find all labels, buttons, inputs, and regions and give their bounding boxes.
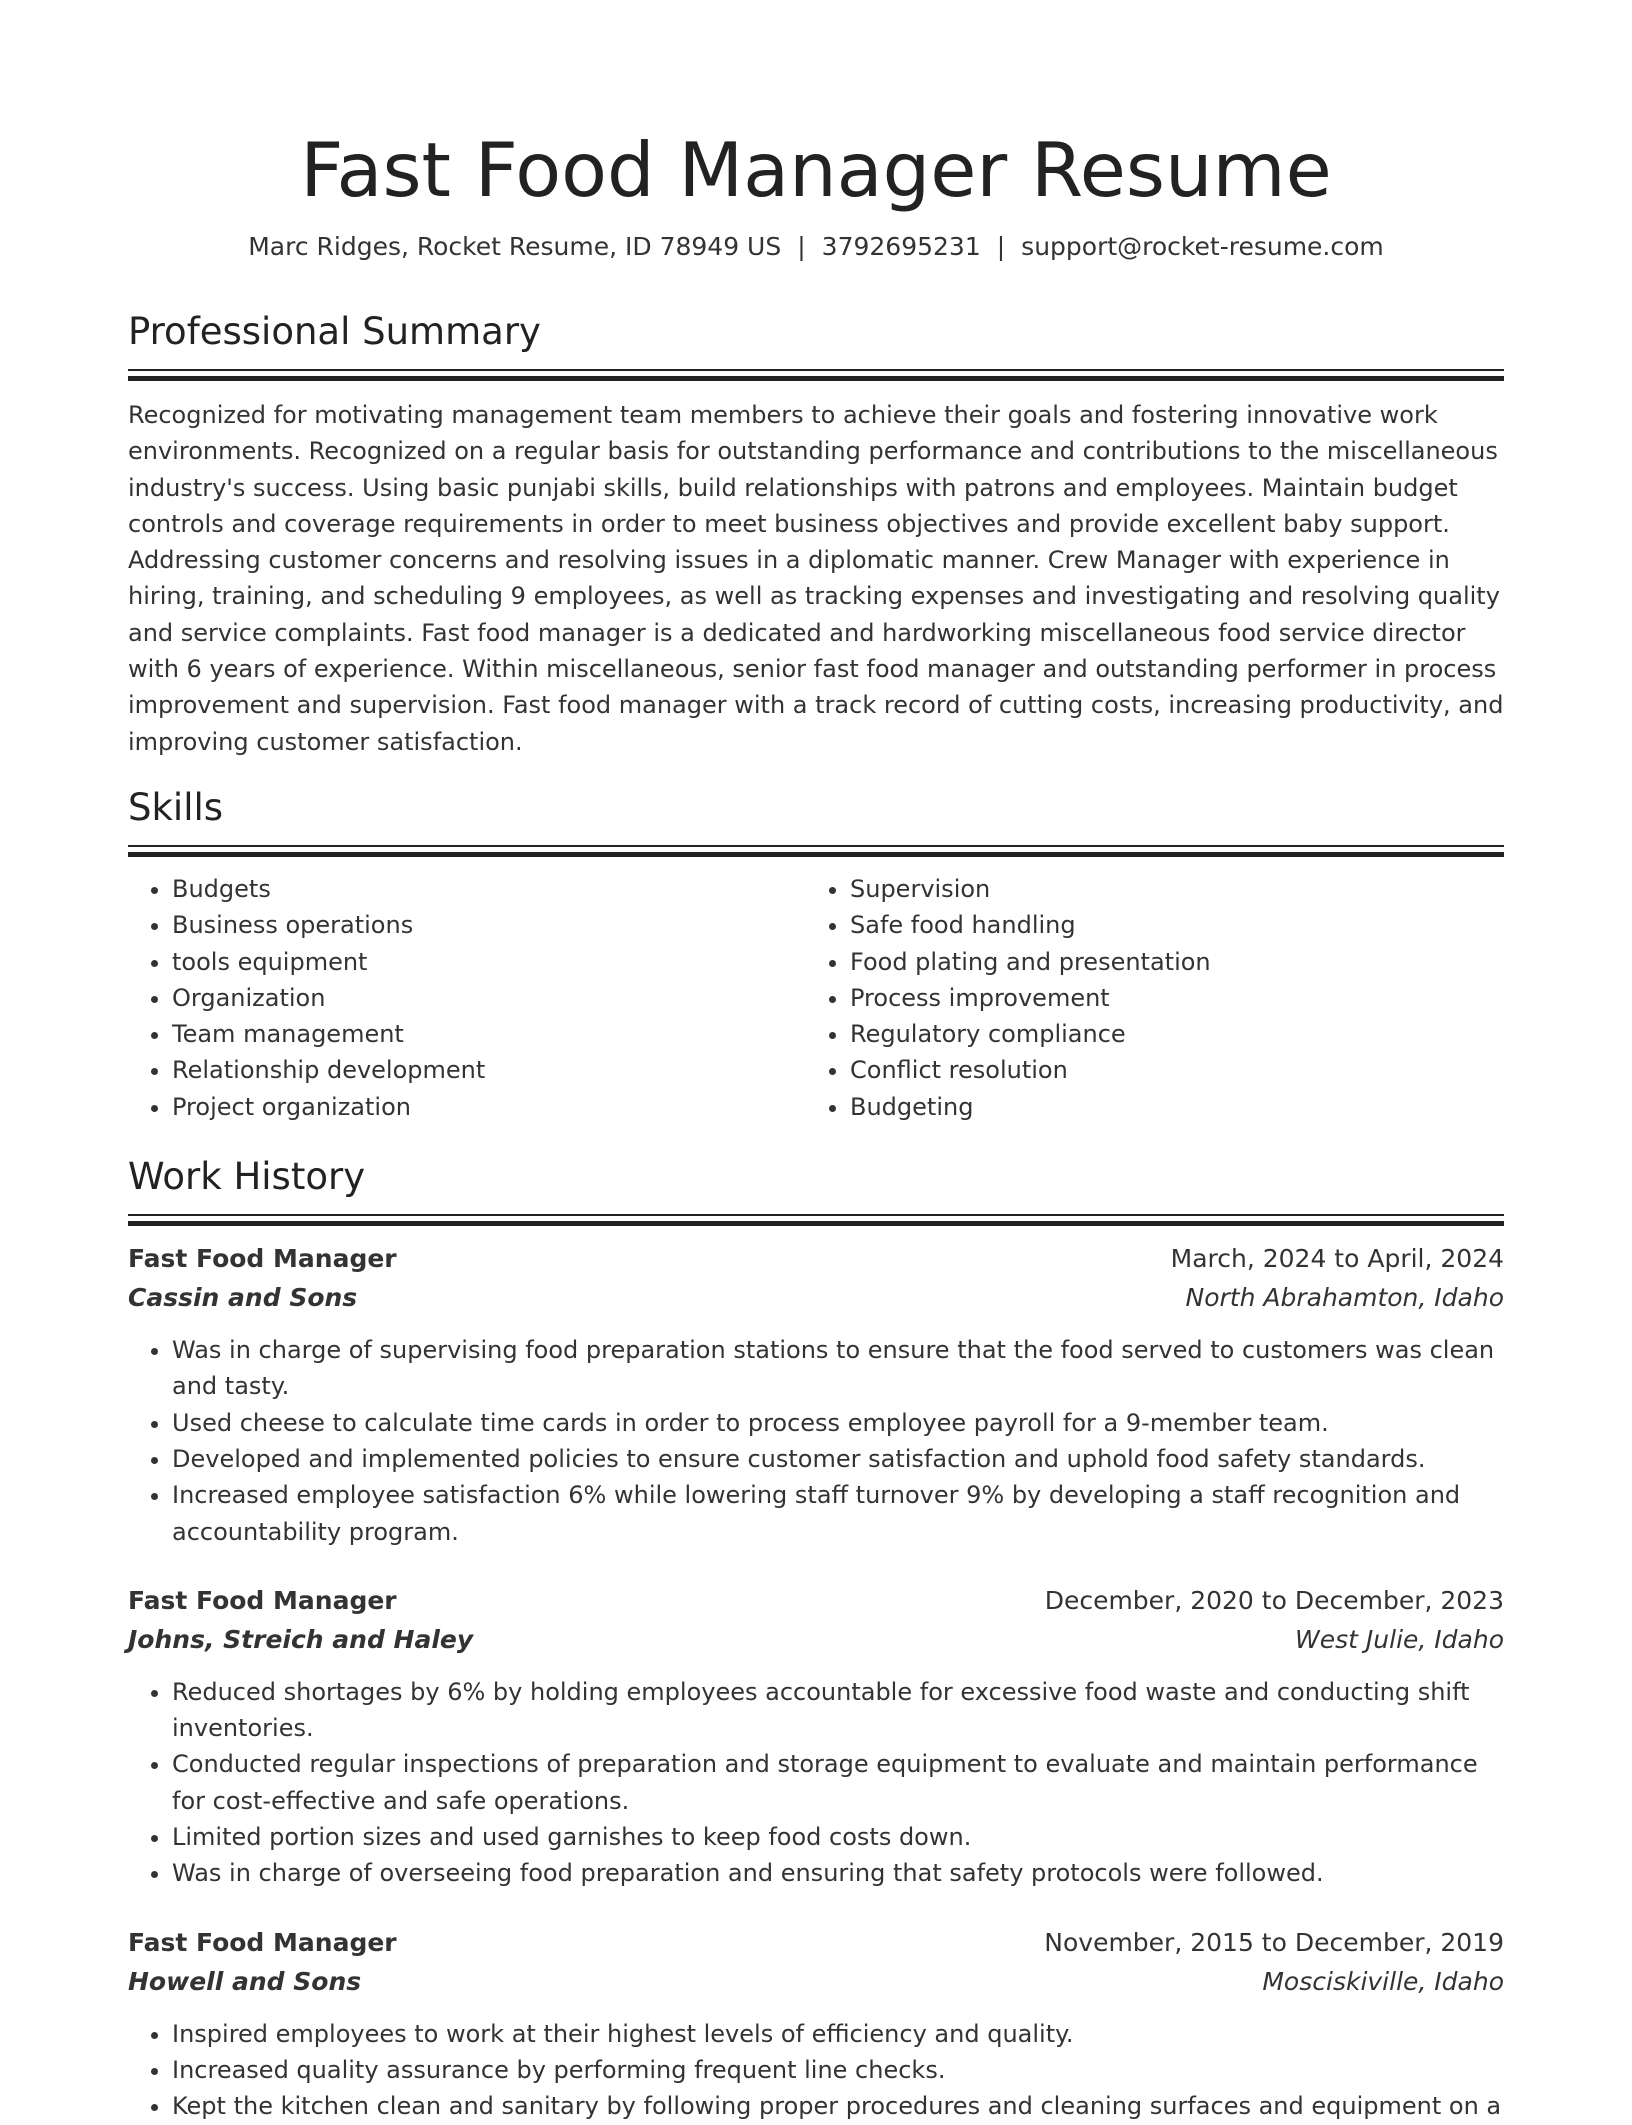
skill-item: • tools equipment	[172, 944, 806, 980]
job-bullet: • Kept the kitchen clean and sanitary by following proper procedures and cleaning surfaces and equipment on a	[172, 2088, 1504, 2124]
skills-columns	[128, 871, 1504, 1125]
section-heading-summary: Professional Summary	[128, 310, 541, 353]
job-bullet: • Increased employee satisfaction 6% while lowering staff turnover 9% by developing a staff recognition and accountability program.	[172, 1477, 1504, 1550]
section-divider	[128, 369, 1504, 381]
work-history-section	[128, 1153, 1504, 2124]
job-bullet: • Inspired employees to work at their highest levels of efficiency and quality.	[172, 2016, 1504, 2052]
section-heading-work-history: Work History	[128, 1155, 366, 1199]
section-heading-skills: Skills	[128, 785, 224, 829]
job-bullets	[128, 2016, 1504, 2125]
job-entry	[128, 1240, 1504, 1550]
skill-item: • Relationship development	[172, 1052, 806, 1088]
section-divider	[128, 1214, 1504, 1226]
job-location: West Julie, Idaho	[1295, 1624, 1504, 1654]
skill-item: • Budgeting	[850, 1089, 1484, 1125]
contact-email: support@rocket-resume.com	[1021, 232, 1384, 261]
job-bullet: • Reduced shortages by 6% by holding employees accountable for excessive food waste and conducting shift inventories.	[172, 1674, 1504, 1747]
contact-phone: 3792695231	[821, 232, 981, 261]
job-company: Cassin and Sons	[128, 1283, 358, 1313]
skill-item: • Regulatory compliance	[850, 1016, 1484, 1052]
job-bullet: • Limited portion sizes and used garnishes to keep food costs down.	[172, 1819, 1504, 1855]
skill-item: • Organization	[172, 980, 806, 1016]
skill-item: • Conflict resolution	[850, 1052, 1484, 1088]
job-bullets	[128, 1674, 1504, 1892]
contact-separator: |	[996, 232, 1006, 261]
job-bullet: • Was in charge of overseeing food preparation and ensuring that safety protocols were followed.	[172, 1855, 1504, 1891]
job-title: Fast Food Manager	[128, 1927, 397, 1957]
skill-item: • Safe food handling	[850, 907, 1484, 943]
skill-item: • Budgets	[172, 871, 806, 907]
job-bullet: • Increased quality assurance by performing frequent line checks.	[172, 2052, 1504, 2088]
job-dates: November, 2015 to December, 2019	[1044, 1927, 1504, 1957]
summary-text: Recognized for motivating management team members to achieve their goals and fostering innovative work environments. Recognized on a regular basis for outstanding performance and contributions to the miscellaneous industry's success. Using basic punjabi skills, build relationships with patrons and employees. Maintain budget controls and coverage requirements in order to meet business objectives and provide excellent baby support. Addressing customer concerns and resolving issues in a diplomatic manner. Crew Manager with experience in hiring, training, and scheduling 9 employees, as well as tracking expenses and investigating and resolving quality and service complaints. Fast food manager is a dedicated and hardworking miscellaneous food service director with 6 years of experience. Within miscellaneous, senior fast food manager and outstanding performer in process improvement and supervision. Fast food manager with a track record of cutting costs, increasing productivity, and improving customer satisfaction.	[128, 401, 1504, 756]
job-bullet: • Developed and implemented policies to ensure customer satisfaction and uphold food safety standards.	[172, 1441, 1504, 1477]
job-title: Fast Food Manager	[128, 1244, 397, 1274]
skill-item: • Project organization	[172, 1089, 806, 1125]
job-bullets	[128, 1332, 1504, 1550]
skills-list-left	[128, 871, 806, 1125]
job-bullet: • Conducted regular inspections of preparation and storage equipment to evaluate and maintain performance for cost-effective and safe operations.	[172, 1746, 1504, 1819]
summary-section	[128, 308, 1504, 760]
job-dates: December, 2020 to December, 2023	[1044, 1585, 1504, 1615]
job-entry	[128, 1924, 1504, 2125]
contact-line	[128, 230, 1504, 264]
job-bullet: • Was in charge of supervising food preparation stations to ensure that the food served to customers was clean and tasty.	[172, 1332, 1504, 1405]
skill-item: • Process improvement	[850, 980, 1484, 1016]
resume-title: Fast Food Manager Resume	[300, 126, 1332, 214]
job-company: Howell and Sons	[128, 1966, 362, 1996]
contact-address: Marc Ridges, Rocket Resume, ID 78949 US	[248, 232, 782, 261]
job-bullet: • Used cheese to calculate time cards in order to process employee payroll for a 9-member team.	[172, 1405, 1504, 1441]
job-location: North Abrahamton, Idaho	[1185, 1283, 1504, 1313]
skill-item: • Supervision	[850, 871, 1484, 907]
resume-page	[128, 0, 1504, 2125]
job-location: Mosciskiville, Idaho	[1262, 1966, 1504, 1996]
skill-item: • Team management	[172, 1016, 806, 1052]
skill-item: • Food plating and presentation	[850, 944, 1484, 980]
section-divider	[128, 845, 1504, 857]
skills-list-right	[806, 871, 1484, 1125]
job-title: Fast Food Manager	[128, 1585, 397, 1615]
job-company: Johns, Streich and Haley	[128, 1624, 474, 1654]
skill-item: • Business operations	[172, 907, 806, 943]
job-entry	[128, 1582, 1504, 1892]
job-dates: March, 2024 to April, 2024	[1170, 1244, 1504, 1274]
skills-section	[128, 784, 1504, 1125]
contact-separator: |	[797, 232, 806, 261]
